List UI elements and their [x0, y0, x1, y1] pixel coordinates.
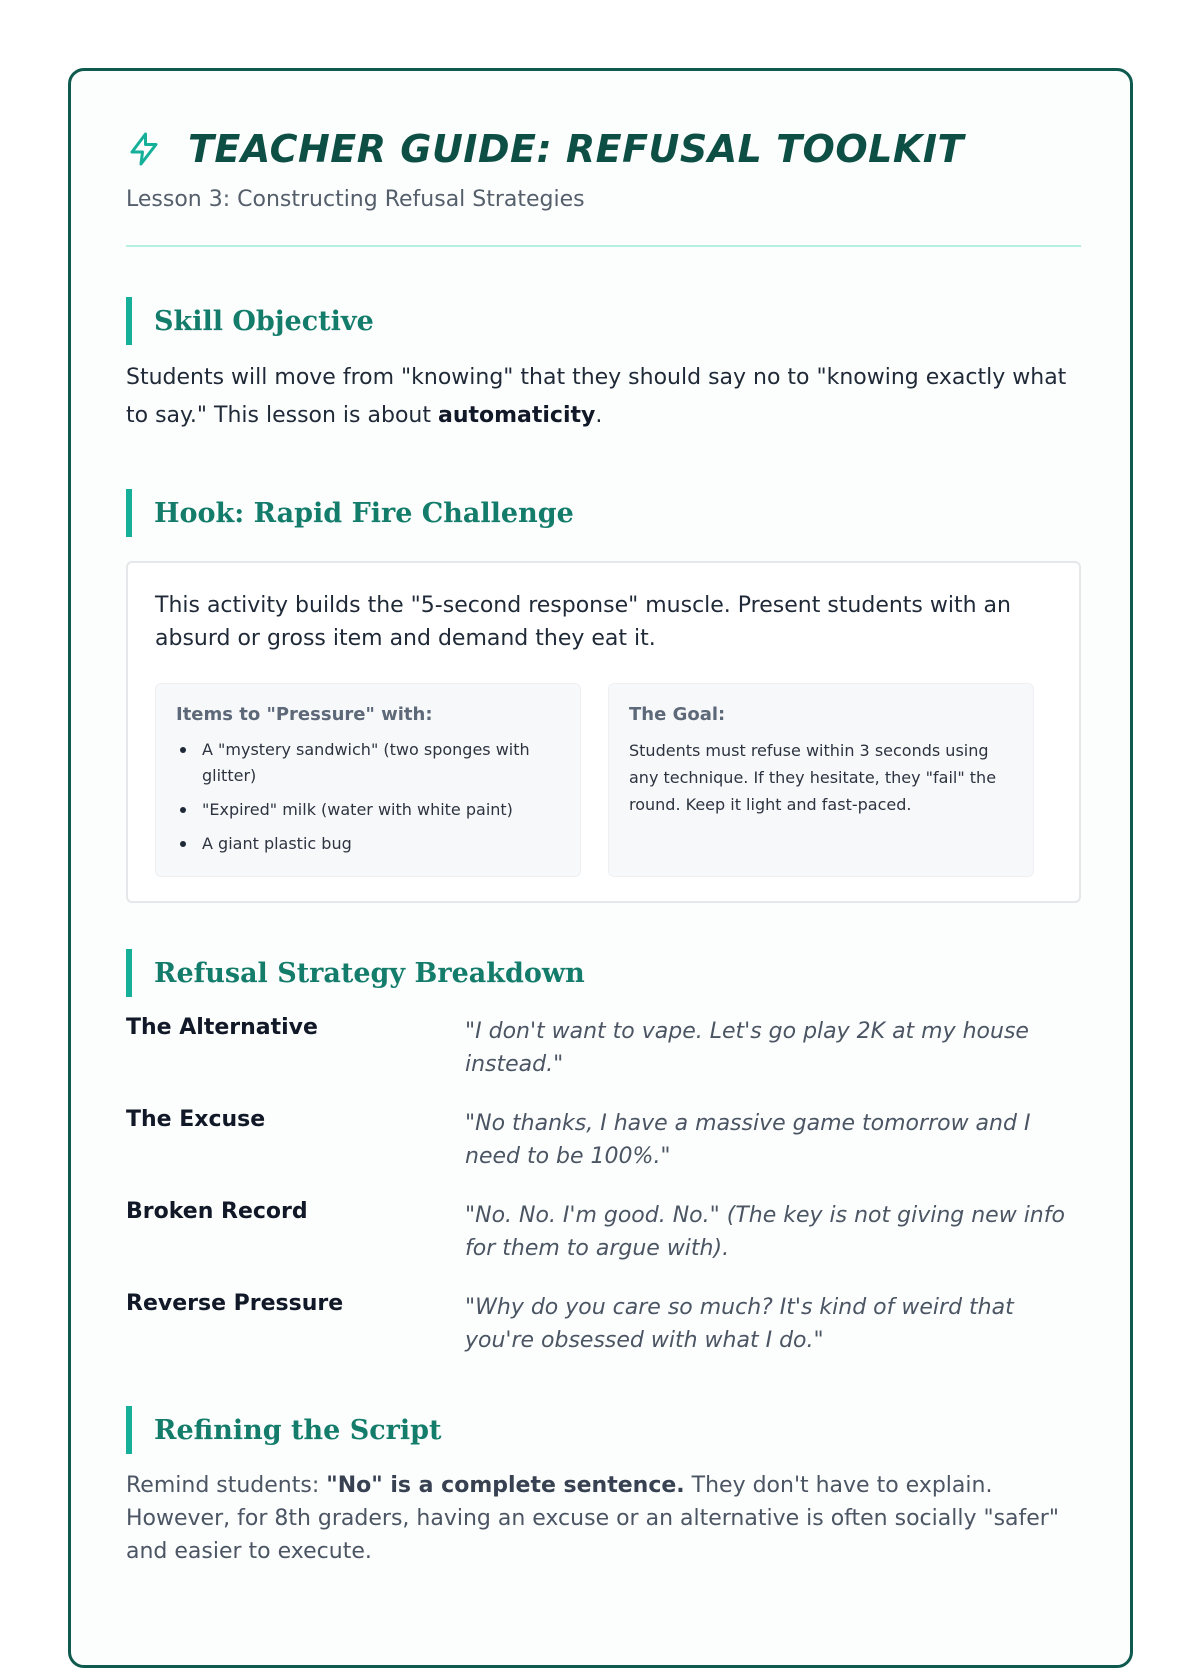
strategy-quote: "I don't want to vape. Let's go play 2K at my house instead."	[465, 1019, 1029, 1077]
section-accent-bar	[126, 1406, 132, 1454]
pressure-items-heading: Items to "Pressure" with:	[176, 704, 433, 725]
section-heading: Refining the Script	[154, 1414, 442, 1446]
section-refining	[126, 1406, 442, 1454]
strategy-quote: "Why do you care so much? It's kind of weird that you're obsessed with what I do."	[465, 1295, 1014, 1353]
section-hook	[126, 489, 574, 537]
guide-card	[68, 68, 1133, 1668]
section-heading: Skill Objective	[154, 305, 374, 337]
section-accent-bar	[126, 297, 132, 345]
lightning-icon	[126, 131, 162, 167]
section-accent-bar	[126, 489, 132, 537]
section-accent-bar	[126, 949, 132, 997]
objective-bold: automaticity	[437, 403, 596, 428]
page-subtitle: Lesson 3: Constructing Refusal Strategies	[126, 187, 585, 212]
section-skill-objective	[126, 297, 374, 345]
strategy-name: Reverse Pressure	[126, 1291, 344, 1316]
strategy-name: The Excuse	[126, 1107, 266, 1132]
list-item: A "mystery sandwich" (two sponges with glitter)	[176, 737, 560, 789]
goal-text: Students must refuse within 3 seconds using any technique. If they hesitate, they "fail" the round. Keep it light and fast-paced.	[629, 741, 997, 814]
title-row	[126, 127, 964, 171]
objective-text	[126, 359, 1086, 435]
section-heading: Refusal Strategy Breakdown	[154, 957, 585, 989]
refine-text	[126, 1469, 1086, 1568]
strategy-name: The Alternative	[126, 1015, 318, 1040]
hook-intro: This activity builds the "5-second response" muscle. Present students with an absurd or gross item and demand they eat it.	[155, 593, 1011, 651]
section-breakdown	[126, 949, 585, 997]
refine-lead: Remind students:	[126, 1473, 327, 1498]
refine-rest: They don't have to explain. However, for 8th graders, having an excuse or an alternative is often socially "safer" and easier to execute.	[126, 1473, 1059, 1564]
pressure-items-list	[176, 737, 560, 857]
header-divider	[126, 245, 1081, 247]
list-item: A giant plastic bug	[176, 831, 560, 857]
refine-bold: "No" is a complete sentence.	[326, 1473, 685, 1498]
section-heading: Hook: Rapid Fire Challenge	[154, 497, 574, 529]
page-title: TEACHER GUIDE: REFUSAL TOOLKIT	[188, 127, 964, 171]
pressure-items-card	[155, 683, 581, 877]
list-item: "Expired" milk (water with white paint)	[176, 797, 560, 823]
strategy-quote: "No. No. I'm good. No." (The key is not giving new info for them to argue with).	[465, 1203, 1065, 1261]
objective-text-start: Students will move from "knowing" that they should say no to "knowing exactly what to say." This lesson is about	[126, 365, 1067, 428]
strategy-quote: "No thanks, I have a massive game tomorrow and I need to be 100%."	[465, 1111, 1031, 1169]
goal-card	[608, 683, 1034, 877]
strategy-name: Broken Record	[126, 1199, 308, 1224]
hook-box	[126, 561, 1081, 903]
objective-text-end: .	[595, 403, 603, 428]
goal-heading: The Goal:	[629, 704, 726, 725]
